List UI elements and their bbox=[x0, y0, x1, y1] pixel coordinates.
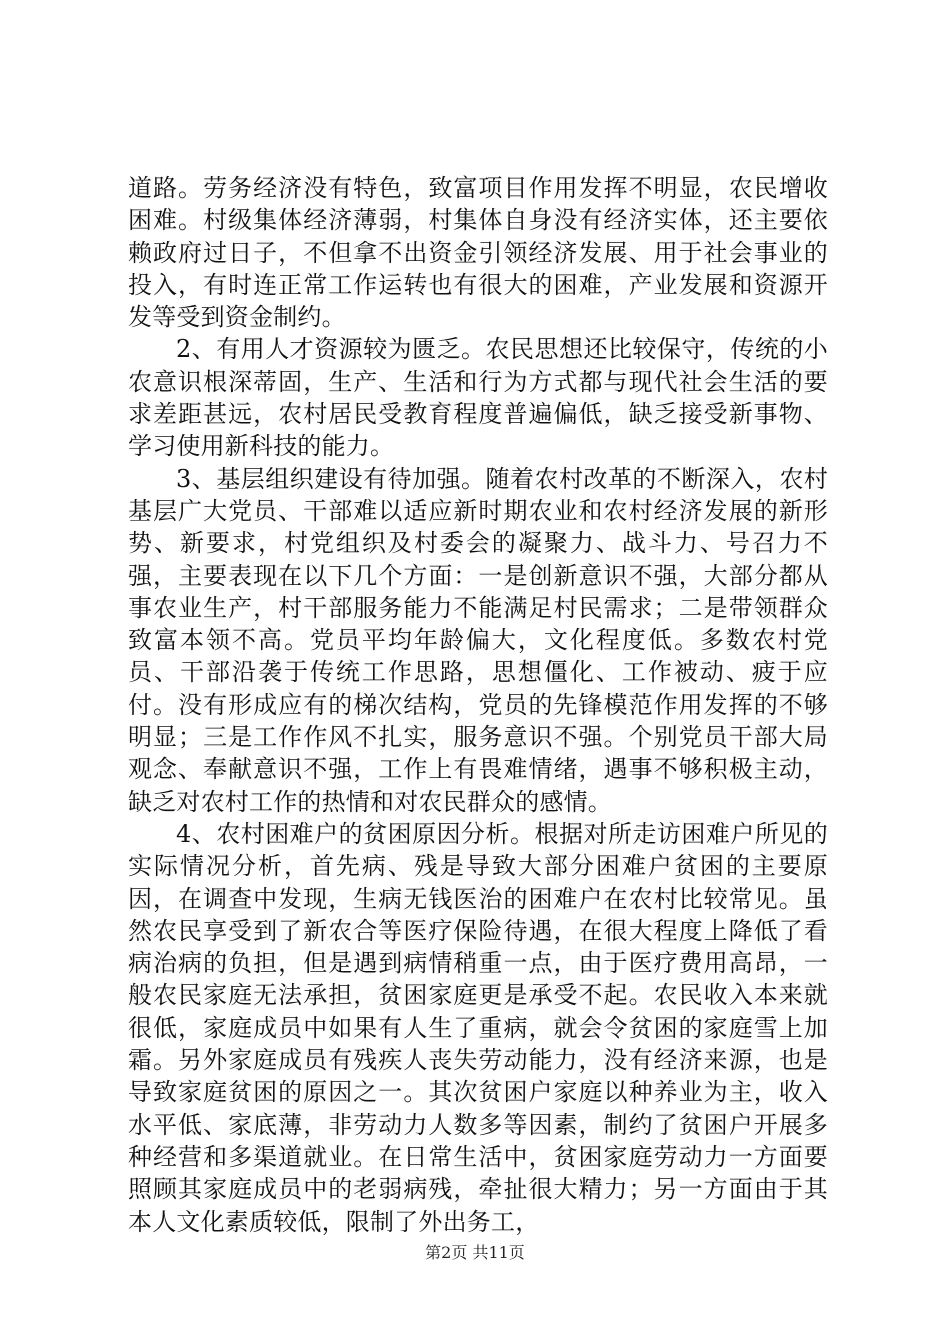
page-number-footer: 第2页 共11页 bbox=[425, 1243, 525, 1262]
paragraph-continuation: 道路。劳务经济没有特色，致富项目作用发挥不明显，农民增收困难。村级集体经济薄弱，村集体自身没有经济实体，还主要依赖政府过日子，不但拿不出资金引领经济发展、用于社会事业的投入，有时连正常工作运转也有很大的困难，产业发展和资源开发等受到资金制约。 bbox=[128, 174, 828, 332]
document-body bbox=[128, 172, 828, 1238]
paragraph-poverty-analysis: 4、农村困难户的贫困原因分析。根据对所走访困难户所见的实际情况分析，首先病、残是导致大部分困难户贫困的主要原因，在调查中发现，生病无钱医治的困难户在农村比较常见。虽然农民享受到了新农合等医疗保险待遇，在很大程度上降低了看病治病的负担，但是遇到病情稍重一点，由于医疗费用高昂，一般农民家庭无法承担，贫困家庭更是承受不起。农民收入本来就很低，家庭成员中如果有人生了重病，就会令贫困的家庭雪上加霜。另外家庭成员有残疾人丧失劳动能力，没有经济来源，也是导致家庭贫困的原因之一。其次贫困户家庭以种养业为主，收入水平低、家底薄，非劳动力人数多等因素，制约了贫困户开展多种经营和多渠道就业。在日常生活中，贫困家庭劳动力一方面要照顾其家庭成员中的老弱病残，牵扯很大精力；另一方面由于其本人文化素质较低，限制了外出务工， bbox=[128, 819, 828, 1236]
paragraph-talent-resources: 2、有用人才资源较为匮乏。农民思想还比较保守，传统的小农意识根深蒂固，生产、生活和行为方式都与现代社会生活的要求差距甚远，农村居民受教育程度普遍偏低，缺乏接受新事物、学习使用新科技的能力。 bbox=[128, 335, 828, 461]
paragraph-grassroots-organization: 3、基层组织建设有待加强。随着农村改革的不断深入，农村基层广大党员、干部难以适应新时期农业和农村经济发展的新形势、新要求，村党组织及村委会的凝聚力、战斗力、号召力不强，主要表现在以下几个方面：一是创新意识不强，大部分都从事农业生产，村干部服务能力不能满足村民需求；二是带领群众致富本领不高。党员平均年龄偏大，文化程度低。多数农村党员、干部沿袭于传统工作思路，思想僵化、工作被动、疲于应付。没有形成应有的梯次结构，党员的先锋模范作用发挥的不够明显；三是工作作风不扎实，服务意识不强。个别党员干部大局观念、奉献意识不强，工作上有畏难情绪，遇事不够积极主动，缺乏对农村工作的热情和对农民群众的感情。 bbox=[128, 464, 828, 816]
